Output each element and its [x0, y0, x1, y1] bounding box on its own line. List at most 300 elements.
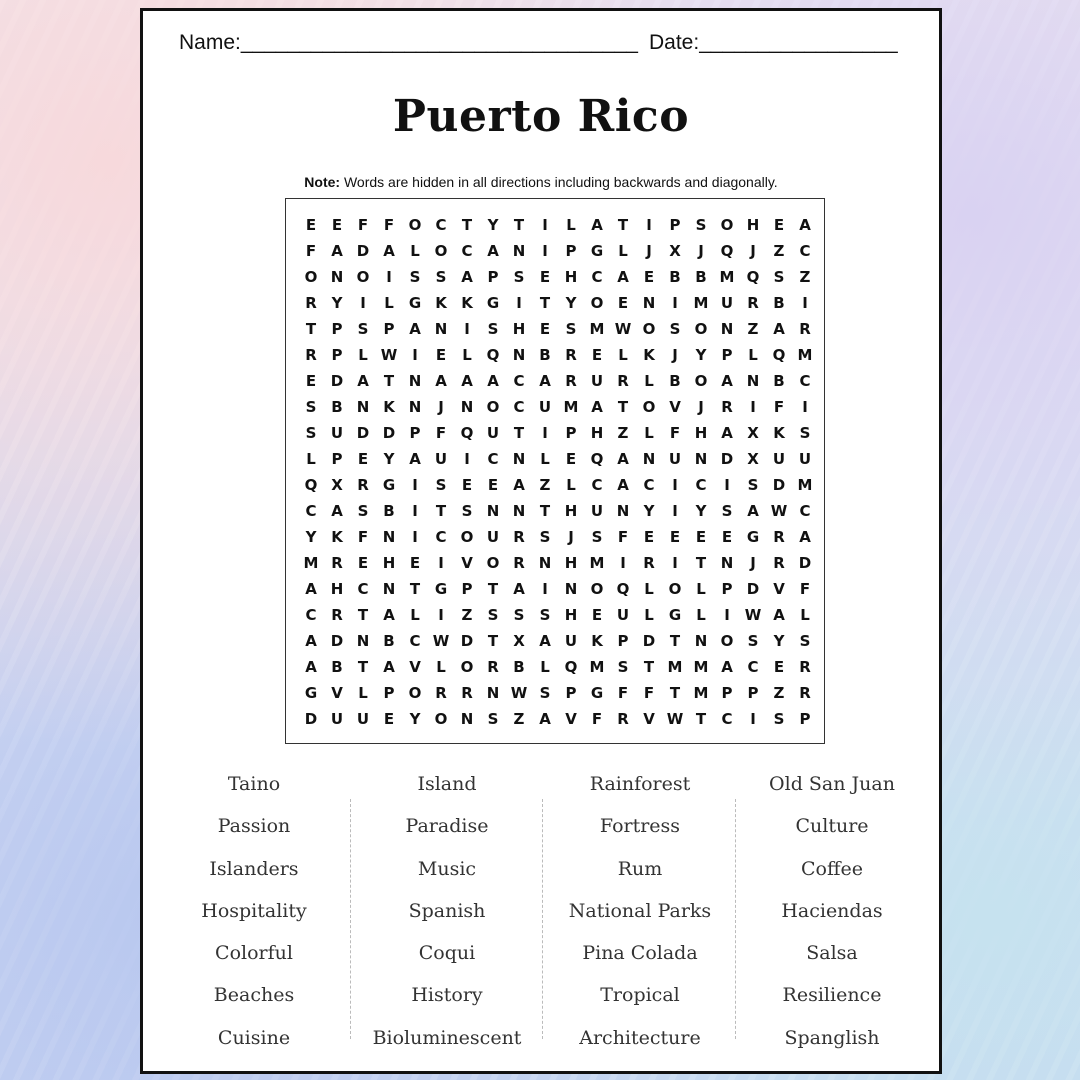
grid-letter: V	[669, 398, 681, 416]
grid-letter: E	[305, 216, 317, 234]
grid-letter: C	[799, 242, 811, 260]
grid-letter: W	[380, 346, 398, 364]
grid-letter: I	[386, 268, 392, 286]
grid-letter: N	[538, 554, 552, 572]
grid-letter: W	[510, 684, 528, 702]
grid-letter: R	[617, 710, 629, 728]
grid-letter: C	[305, 502, 317, 520]
grid-letter: F	[617, 528, 629, 546]
grid-letter: O	[642, 398, 656, 416]
grid-letter: I	[646, 216, 652, 234]
grid-letter: L	[436, 658, 446, 676]
word-column-4	[737, 763, 927, 1059]
grid-letter: A	[617, 476, 629, 494]
grid-letter: L	[800, 606, 810, 624]
grid-letter: L	[462, 346, 472, 364]
grid-letter: R	[643, 554, 655, 572]
grid-letter: D	[382, 424, 396, 442]
grid-letter: Y	[643, 502, 655, 520]
grid-letter: K	[773, 424, 785, 442]
grid-letter: S	[773, 710, 785, 728]
grid-letter: O	[720, 632, 734, 650]
grid-letter: F	[669, 424, 681, 442]
note-text: Words are hidden in all directions including backwards and diagonally.	[340, 174, 778, 190]
grid-letter: A	[435, 372, 447, 390]
grid-letter: J	[698, 242, 704, 260]
grid-letter: A	[331, 242, 343, 260]
grid-letter: L	[540, 450, 550, 468]
grid-letter: Y	[695, 502, 707, 520]
grid-letter: L	[644, 372, 654, 390]
grid-letter: P	[331, 346, 343, 364]
grid-letter: T	[513, 424, 525, 442]
word-item: Resilience	[782, 984, 882, 1007]
grid-letter: A	[721, 372, 733, 390]
grid-letter: N	[356, 398, 370, 416]
grid-letter: Y	[383, 450, 395, 468]
word-item: Culture	[795, 815, 869, 838]
grid-letter: A	[617, 450, 629, 468]
grid-letter: T	[357, 658, 369, 676]
grid-letter: J	[750, 554, 756, 572]
grid-letter: P	[331, 450, 343, 468]
grid-letter: E	[305, 372, 317, 390]
grid-letter: F	[357, 528, 369, 546]
grid-letter: C	[487, 450, 499, 468]
grid-letter: Y	[487, 216, 499, 234]
grid-letter: J	[672, 346, 678, 364]
grid-letter: J	[698, 398, 704, 416]
grid-letter: P	[669, 216, 681, 234]
grid-letter: L	[540, 658, 550, 676]
grid-letter: M	[589, 320, 605, 338]
grid-letter: P	[721, 684, 733, 702]
grid-letter: T	[669, 684, 681, 702]
grid-letter: T	[409, 580, 421, 598]
grid-letter: C	[305, 606, 317, 624]
grid-letter: B	[331, 398, 343, 416]
grid-letter: U	[720, 294, 734, 312]
grid-letter: R	[305, 346, 317, 364]
grid-letter: C	[591, 476, 603, 494]
grid-letter: V	[565, 710, 577, 728]
word-item: Old San Juan	[769, 773, 895, 795]
grid-letter: U	[330, 424, 344, 442]
grid-letter: V	[409, 658, 421, 676]
grid-letter: L	[644, 606, 654, 624]
grid-letter: V	[461, 554, 473, 572]
grid-letter: F	[435, 424, 447, 442]
grid-letter: B	[383, 502, 395, 520]
grid-letter: H	[694, 424, 708, 442]
grid-letter: G	[590, 684, 604, 702]
grid-letter: H	[330, 580, 344, 598]
grid-letter: E	[773, 216, 785, 234]
grid-letter: I	[620, 554, 626, 572]
grid-letter: Q	[460, 424, 474, 442]
grid-letter: T	[383, 372, 395, 390]
grid-letter: I	[412, 502, 418, 520]
grid-letter: Z	[799, 268, 811, 286]
word-item: Spanglish	[784, 1026, 880, 1049]
grid-letter: R	[617, 372, 629, 390]
grid-letter: M	[693, 294, 709, 312]
grid-letter: R	[331, 606, 343, 624]
word-item: Music	[417, 857, 477, 880]
grid-letter: H	[564, 554, 578, 572]
grid-letter: A	[331, 502, 343, 520]
grid-letter: S	[487, 710, 499, 728]
grid-letter: Q	[564, 658, 578, 676]
column-divider	[542, 799, 543, 1039]
grid-letter: O	[694, 320, 708, 338]
grid-letter: M	[563, 398, 579, 416]
grid-letter: X	[513, 632, 525, 650]
grid-letter: Z	[773, 242, 785, 260]
grid-letter: R	[773, 554, 785, 572]
grid-letter: O	[694, 372, 708, 390]
grid-letter: I	[464, 450, 470, 468]
grid-letter: N	[642, 450, 656, 468]
name-field-label: Name:__________________________________	[179, 31, 638, 54]
grid-letter: F	[591, 710, 603, 728]
grid-letter: H	[564, 606, 578, 624]
grid-letter: E	[669, 528, 681, 546]
grid-letter: Y	[695, 346, 707, 364]
grid-letter: A	[539, 632, 551, 650]
grid-letter: P	[461, 580, 473, 598]
grid-letter: N	[434, 320, 448, 338]
grid-letter: P	[747, 684, 759, 702]
grid-letter: N	[694, 450, 708, 468]
grid-letter: W	[432, 632, 450, 650]
word-item: National Parks	[568, 899, 712, 922]
grid-letter: K	[643, 346, 655, 364]
grid-letter: U	[564, 632, 578, 650]
grid-letter: T	[487, 580, 499, 598]
grid-letter: H	[382, 554, 396, 572]
grid-letter: N	[408, 372, 422, 390]
grid-letter: A	[409, 450, 421, 468]
grid-letter: S	[409, 268, 421, 286]
grid-letter: P	[565, 684, 577, 702]
grid-letter: U	[356, 710, 370, 728]
word-item: Island	[417, 773, 477, 795]
grid-letter: A	[799, 528, 811, 546]
word-column-3	[545, 763, 735, 1059]
grid-letter: I	[724, 606, 730, 624]
grid-letter: A	[513, 580, 525, 598]
grid-letter: L	[358, 346, 368, 364]
word-item: Rainforest	[589, 773, 691, 795]
grid-letter: U	[434, 450, 448, 468]
grid-letter: I	[542, 424, 548, 442]
grid-letter: S	[591, 528, 603, 546]
grid-letter: Q	[590, 450, 604, 468]
grid-letter: L	[748, 346, 758, 364]
word-item: History	[411, 984, 483, 1007]
grid-letter: S	[617, 658, 629, 676]
name-date-row	[179, 31, 903, 61]
grid-letter: R	[747, 294, 759, 312]
grid-letter: S	[513, 606, 525, 624]
grid-letter: A	[461, 372, 473, 390]
grid-letter: A	[461, 268, 473, 286]
grid-letter: L	[618, 242, 628, 260]
grid-letter: K	[461, 294, 473, 312]
grid-letter: T	[669, 632, 681, 650]
grid-letter: E	[357, 554, 369, 572]
grid-letter: P	[383, 320, 395, 338]
grid-letter: I	[724, 476, 730, 494]
note-label: Note:	[304, 174, 341, 190]
grid-letter: A	[747, 502, 759, 520]
grid-letter: S	[357, 320, 369, 338]
grid-letter: I	[412, 346, 418, 364]
grid-letter: A	[539, 372, 551, 390]
grid-letter: P	[799, 710, 811, 728]
grid-letter: I	[438, 554, 444, 572]
grid-letter: R	[305, 294, 317, 312]
grid-letter: E	[773, 658, 785, 676]
grid-letter: Y	[409, 710, 421, 728]
grid-letter: R	[357, 476, 369, 494]
grid-letter: B	[383, 632, 395, 650]
grid-letter: R	[721, 398, 733, 416]
grid-letter: T	[539, 502, 551, 520]
grid-letter: M	[797, 476, 813, 494]
grid-letter: R	[513, 554, 525, 572]
grid-letter: T	[357, 606, 369, 624]
word-item: Taino	[227, 773, 281, 795]
grid-letter: E	[487, 476, 499, 494]
grid-letter: B	[539, 346, 551, 364]
grid-letter: I	[542, 242, 548, 260]
grid-letter: C	[799, 502, 811, 520]
letter-grid	[285, 198, 825, 744]
grid-letter: E	[409, 554, 421, 572]
grid-letter: T	[695, 554, 707, 572]
word-item: Colorful	[215, 942, 293, 965]
grid-letter: L	[696, 580, 706, 598]
grid-letter: N	[408, 398, 422, 416]
letter-grid-cells	[298, 212, 818, 732]
grid-letter: E	[539, 268, 551, 286]
grid-letter: O	[434, 710, 448, 728]
grid-letter: S	[669, 320, 681, 338]
grid-letter: A	[721, 658, 733, 676]
grid-letter: X	[669, 242, 681, 260]
grid-letter: C	[513, 398, 525, 416]
grid-letter: O	[356, 268, 370, 286]
worksheet	[140, 8, 942, 1074]
grid-letter: A	[591, 398, 603, 416]
grid-letter: R	[565, 346, 577, 364]
grid-letter: O	[434, 242, 448, 260]
grid-letter: Q	[616, 580, 630, 598]
grid-letter: G	[668, 606, 682, 624]
grid-letter: E	[565, 450, 577, 468]
instructions-note	[143, 174, 939, 190]
grid-letter: C	[591, 268, 603, 286]
grid-letter: A	[773, 320, 785, 338]
grid-letter: W	[744, 606, 762, 624]
column-divider	[735, 799, 736, 1039]
word-item: Bioluminescent	[372, 1026, 522, 1049]
word-item: Coqui	[418, 942, 476, 965]
grid-letter: S	[513, 268, 525, 286]
grid-letter: U	[330, 710, 344, 728]
grid-letter: R	[435, 684, 447, 702]
word-column-1	[159, 763, 349, 1059]
grid-letter: K	[383, 398, 395, 416]
grid-letter: G	[382, 476, 396, 494]
grid-letter: O	[460, 658, 474, 676]
page-title: Puerto Rico	[392, 91, 690, 142]
grid-letter: U	[616, 606, 630, 624]
grid-letter: A	[383, 606, 395, 624]
grid-letter: U	[538, 398, 552, 416]
grid-letter: N	[382, 528, 396, 546]
grid-letter: I	[542, 580, 548, 598]
grid-letter: E	[643, 268, 655, 286]
grid-letter: F	[383, 216, 395, 234]
grid-letter: O	[408, 684, 422, 702]
grid-letter: C	[721, 710, 733, 728]
grid-letter: E	[435, 346, 447, 364]
grid-letter: N	[486, 502, 500, 520]
grid-letter: O	[642, 320, 656, 338]
word-list	[159, 763, 929, 1063]
grid-letter: N	[720, 320, 734, 338]
grid-letter: I	[542, 216, 548, 234]
grid-letter: B	[773, 294, 785, 312]
grid-letter: W	[666, 710, 684, 728]
grid-letter: A	[383, 242, 395, 260]
grid-letter: A	[409, 320, 421, 338]
grid-letter: E	[539, 320, 551, 338]
grid-letter: N	[512, 450, 526, 468]
grid-letter: V	[331, 684, 343, 702]
grid-letter: F	[799, 580, 811, 598]
grid-letter: E	[461, 476, 473, 494]
grid-letter: A	[305, 580, 317, 598]
grid-letter: B	[669, 372, 681, 390]
grid-letter: M	[589, 658, 605, 676]
grid-letter: H	[512, 320, 526, 338]
grid-letter: O	[486, 554, 500, 572]
grid-letter: Q	[720, 242, 734, 260]
grid-letter: N	[486, 684, 500, 702]
grid-letter: S	[487, 606, 499, 624]
grid-letter: S	[435, 268, 447, 286]
grid-letter: A	[305, 658, 317, 676]
grid-letter: A	[591, 216, 603, 234]
grid-letter: L	[644, 580, 654, 598]
grid-letter: N	[564, 580, 578, 598]
grid-letter: Z	[513, 710, 525, 728]
grid-letter: D	[304, 710, 318, 728]
grid-letter: X	[747, 450, 759, 468]
grid-letter: I	[438, 606, 444, 624]
grid-letter: D	[330, 632, 344, 650]
grid-letter: A	[617, 268, 629, 286]
grid-letter: N	[512, 502, 526, 520]
grid-letter: L	[410, 606, 420, 624]
grid-letter: E	[643, 528, 655, 546]
grid-letter: N	[460, 398, 474, 416]
column-divider	[350, 799, 351, 1039]
grid-letter: L	[566, 476, 576, 494]
grid-letter: D	[798, 554, 812, 572]
grid-letter: D	[746, 580, 760, 598]
grid-letter: L	[384, 294, 394, 312]
grid-letter: S	[747, 476, 759, 494]
grid-letter: E	[721, 528, 733, 546]
grid-letter: S	[435, 476, 447, 494]
grid-letter: G	[486, 294, 500, 312]
grid-letter: I	[464, 320, 470, 338]
grid-letter: I	[672, 502, 678, 520]
grid-letter: E	[695, 528, 707, 546]
grid-letter: C	[357, 580, 369, 598]
grid-letter: O	[460, 528, 474, 546]
grid-letter: G	[434, 580, 448, 598]
grid-letter: P	[565, 424, 577, 442]
grid-letter: A	[487, 242, 499, 260]
word-item: Paradise	[405, 815, 489, 838]
grid-letter: I	[412, 476, 418, 494]
grid-letter: I	[516, 294, 522, 312]
grid-letter: S	[565, 320, 577, 338]
grid-letter: T	[695, 710, 707, 728]
grid-letter: U	[668, 450, 682, 468]
grid-letter: S	[357, 502, 369, 520]
grid-letter: S	[799, 632, 811, 650]
grid-letter: K	[331, 528, 343, 546]
grid-letter: L	[358, 684, 368, 702]
grid-letter: M	[797, 346, 813, 364]
grid-letter: E	[591, 606, 603, 624]
grid-letter: X	[747, 424, 759, 442]
grid-letter: U	[772, 450, 786, 468]
grid-letter: N	[382, 580, 396, 598]
grid-letter: A	[799, 216, 811, 234]
grid-letter: L	[696, 606, 706, 624]
grid-letter: S	[747, 632, 759, 650]
grid-letter: A	[539, 710, 551, 728]
grid-letter: U	[798, 450, 812, 468]
grid-letter: M	[667, 658, 683, 676]
grid-letter: T	[539, 294, 551, 312]
grid-letter: A	[513, 476, 525, 494]
grid-letter: Q	[772, 346, 786, 364]
grid-letter: F	[617, 684, 629, 702]
grid-letter: U	[590, 502, 604, 520]
grid-letter: B	[695, 268, 707, 286]
grid-letter: N	[616, 502, 630, 520]
grid-letter: A	[773, 606, 785, 624]
grid-letter: G	[746, 528, 760, 546]
grid-letter: C	[409, 632, 421, 650]
grid-letter: Z	[461, 606, 473, 624]
grid-letter: L	[644, 424, 654, 442]
grid-letter: A	[357, 372, 369, 390]
grid-letter: F	[357, 216, 369, 234]
grid-letter: U	[590, 372, 604, 390]
grid-letter: C	[747, 658, 759, 676]
grid-letter: Z	[773, 684, 785, 702]
